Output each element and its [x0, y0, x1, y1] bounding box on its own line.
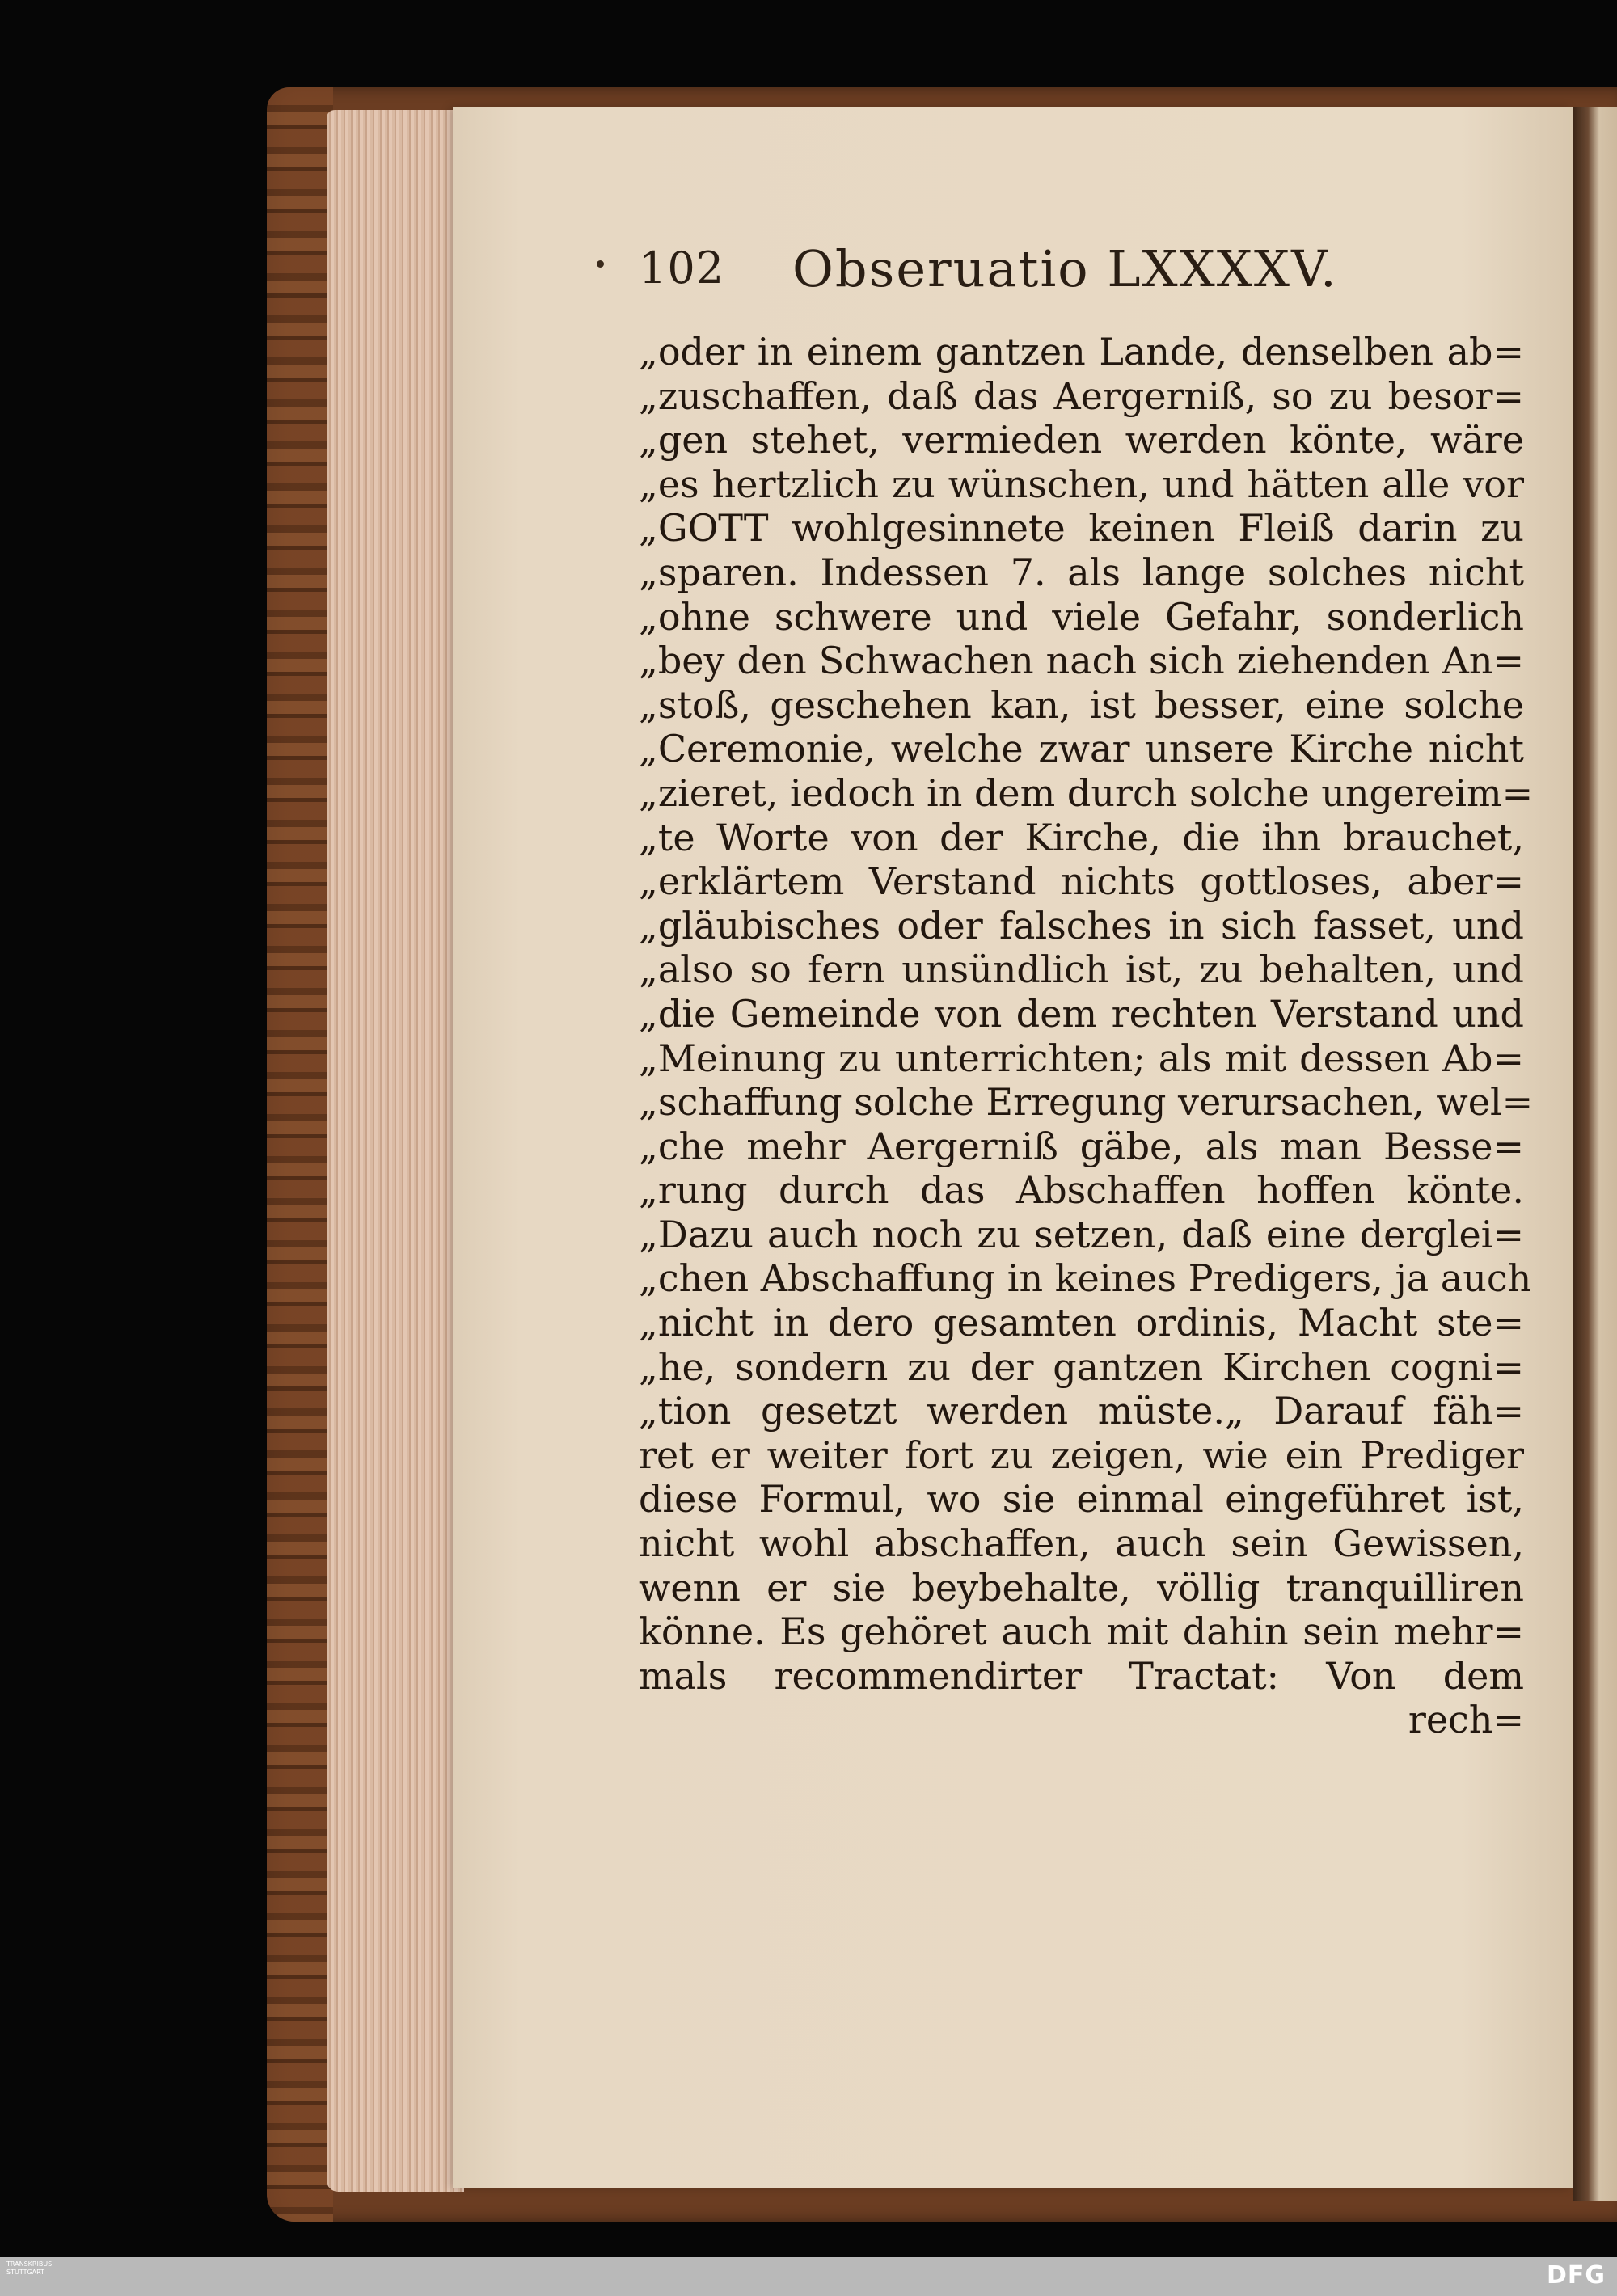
book-gutter — [1573, 107, 1617, 2201]
text-line: „Ceremonie, welche zwar unsere Kirche nicht — [639, 727, 1524, 771]
text-line: „tion gesetzt werden müste.„ Darauf fäh= — [639, 1389, 1524, 1433]
text-line: „ohne schwere und viele Gefahr, sonderlich — [639, 594, 1524, 639]
text-line: „also so fern unsündlich ist, zu behalten, und — [639, 948, 1524, 992]
viewer-footer-bar — [0, 2257, 1617, 2296]
text-line: „schaffung solche Erregung verursachen, wel= — [639, 1080, 1534, 1125]
text-line: „che mehr Aergerniß gäbe, als man Besse= — [639, 1124, 1524, 1168]
text-line: „Dazu auch noch zu setzen, daß eine derglei= — [639, 1212, 1524, 1256]
text-line: nicht wohl abschaffen, auch sein Gewissen, — [639, 1522, 1524, 1566]
page-number: 102 — [639, 243, 725, 293]
text-line: „chen Abschaffung in keines Predigers, ja auch — [639, 1256, 1532, 1301]
library-logo-icon: TRANSKRIBUS STUTTGART — [6, 2260, 53, 2276]
text-line: diese Formul, wo sie einmal eingeführet ist, — [639, 1477, 1524, 1522]
text-line: „zuschaffen, daß das Aergerniß, so zu besor= — [639, 374, 1524, 418]
text-line: „erklärtem Verstand nichts gottloses, aber= — [639, 859, 1524, 904]
page-fore-edge — [327, 110, 464, 2192]
dfg-logo: DFG — [1546, 2261, 1606, 2290]
text-line: wenn er sie beybehalte, völlig tranquilliren — [639, 1565, 1524, 1610]
text-line: „die Gemeinde von dem rechten Verstand und — [639, 991, 1524, 1036]
text-line: ret er weiter fort zu zeigen, wie ein Prediger — [639, 1433, 1524, 1477]
text-line: „gläubisches oder falsches in sich fasset, und — [639, 903, 1524, 948]
text-line: „Meinung zu unterrichten; als mit dessen Ab= — [639, 1036, 1524, 1080]
body-text — [639, 330, 1534, 1742]
text-line: „sparen. Indessen 7. als lange solches nicht — [639, 550, 1524, 594]
text-line: „rung durch das Abschaffen hoffen könte. — [639, 1168, 1524, 1213]
text-line: könne. Es gehöret auch mit dahin sein mehr= — [639, 1610, 1524, 1654]
text-line: „he, sondern zu der gantzen Kirchen cogni= — [639, 1344, 1524, 1389]
text-line: „es hertzlich zu wünschen, und hätten alle vor — [639, 462, 1524, 506]
leather-binding — [267, 87, 333, 2222]
running-head: Obseruatio LXXXXV. — [792, 239, 1338, 298]
text-line: „nicht in dero gesamten ordinis, Macht ste= — [639, 1301, 1524, 1345]
text-line: „gen stehet, vermieden werden könte, wäre — [639, 418, 1524, 462]
text-line: mals recommendirter Tractat: Von dem — [639, 1653, 1524, 1698]
catchword: rech= — [1408, 1698, 1524, 1742]
margin-dot — [597, 260, 604, 268]
text-line: „te Worte von der Kirche, die ihn brauchet, — [639, 815, 1524, 859]
text-line: „oder in einem gantzen Lande, denselben ab= — [639, 330, 1524, 374]
text-line: „GOTT wohlgesinnete keinen Fleiß darin zu — [639, 506, 1524, 551]
text-line: „stoß, geschehen kan, ist besser, eine solche — [639, 682, 1524, 727]
text-line: „bey den Schwachen nach sich ziehenden An= — [639, 639, 1524, 683]
text-line: „zieret, iedoch in dem durch solche ungereim= — [639, 770, 1534, 815]
